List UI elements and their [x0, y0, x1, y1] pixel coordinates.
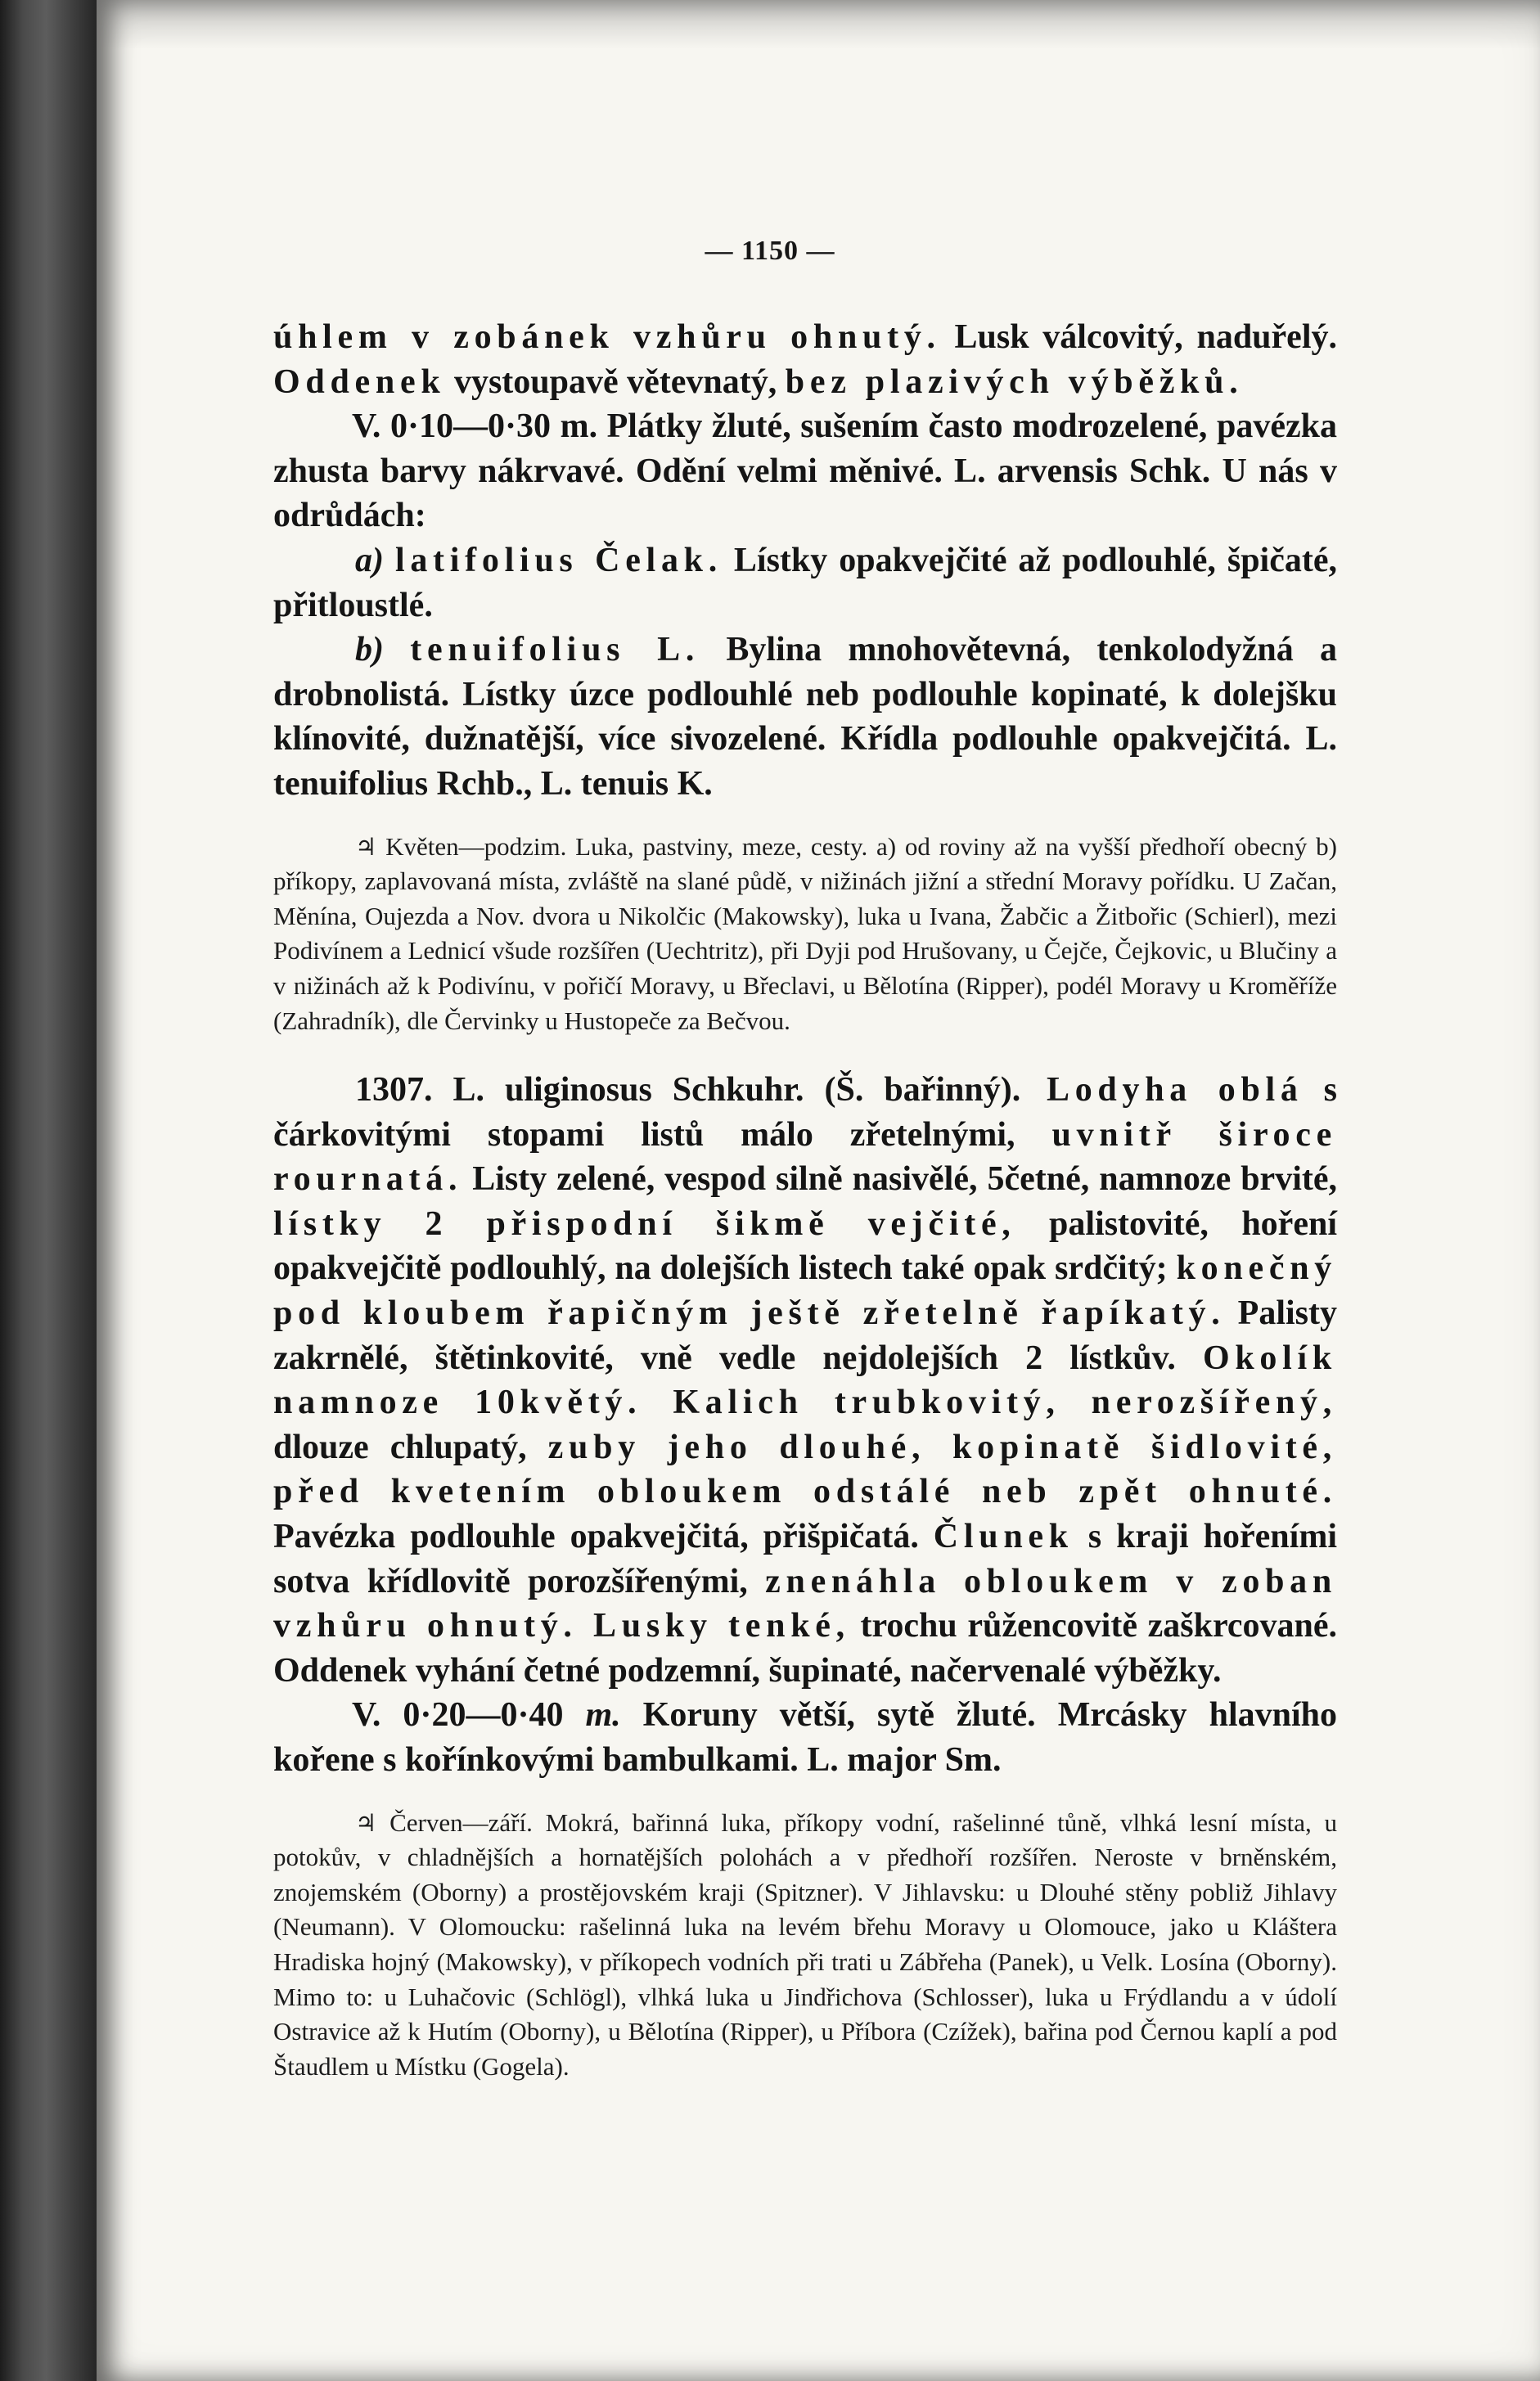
spaced-text: lístky 2 přispodní šikmě vejčité,	[273, 1204, 1016, 1243]
perennial-symbol-icon: ♃	[355, 832, 377, 861]
spaced-text: uvnitř široce rournatá.	[273, 1115, 1337, 1199]
page-number: — 1150 —	[705, 236, 835, 266]
species-name: L. uliginosus Schkuhr.	[432, 1071, 804, 1109]
text-run: Palisty zakrnělé, štětinkovité, vně vedle nejdolejších 2 lístkův.	[273, 1294, 1338, 1377]
spaced-text: Člunek	[933, 1518, 1074, 1556]
distribution-text: Květen—podzim. Luka, pastviny, meze, cesty. a) od roviny až na vyšší předhoří obecný b) příkopy, zaplavovaná místa, zvláště na slané půdě, v nižinách jižní a střední Moravy pořídku. U Začan, Měnína, Oujezda a Nov. dvora u Nikolčic (Makowsky), luka u Ivana, Žabčic a Žitbořic (Schierl), mezi Podivínem a Lednicí všude rozšířen (Uechtritz), při Dyji pod Hrušovany, u Čejče, Čejkovic, u Blučiny a v nižinách až k Podivínu, v pořičí Moravy, u Břeclavi, u Bělotína (Ripper), podél Moravy u Kroměříže (Zahradník), dle Červinky u Hustopeče za Bečvou.	[273, 831, 1337, 1035]
distribution-text: Červen—září. Mokrá, bařinná luka, příkopy vodní, rašelinné tůně, vlhká lesní místa, u potokův, v chladnějších a hornatějších polohách a v předhoří rozšířen. Neroste v brněnském, znojemském (Oborny) a prostějovském kraji (Spitzner). V Jihlavsku: u Dlouhé stěny pobliž Jihlavy (Neumann). V Olomoucku: rašelinná luka na levém břehu Moravy u Olomouce, jako u Kláštera Hradiska hojný (Makowsky), v příkopech vodních při trati u Zábřeha (Panek), u Velk. Losína (Oborny). Mimo to: u Luhačovic (Schlögl), vlhká luka u Jindřichova (Schlosser), luka u Frýdlandu a v údolí Ostravice až k Hutím (Oborny), u Bělotína (Ripper), u Příbora (Czížek), bařina pod Černou kaplí a pod Štaudlem u Místku (Gogela).	[273, 1807, 1337, 2081]
species-entry	[273, 1068, 1337, 1783]
distribution-note-1	[273, 830, 1337, 1039]
text-run: dlouze chlupatý,	[273, 1428, 548, 1466]
species-dimensions	[273, 1693, 1337, 1782]
variety-a	[273, 538, 1337, 628]
perennial-symbol-icon: ♃	[355, 1808, 377, 1837]
scan-edge-shading	[97, 0, 1540, 49]
spaced-text: konečný pod kloubem řapičným ještě zřetelně řapíkatý.	[273, 1249, 1337, 1333]
variety-b	[273, 628, 1337, 806]
species-common-name: (Š. bařinný).	[804, 1071, 1021, 1109]
text-run: Pavézka podlouhle opakvejčitá, přišpičatá.	[273, 1518, 934, 1556]
unit-text: m.	[585, 1696, 621, 1735]
block-continuation	[273, 315, 1337, 807]
spaced-text: úhlem v zobánek vzhůru ohnutý.	[273, 318, 941, 356]
text-run: s kraji hořeními sotva křídlovitě porozšířenými,	[273, 1518, 1337, 1600]
spaced-text: Lodyha oblá	[1020, 1071, 1304, 1109]
text-run: palistovité, hoření opakvejčitě podlouhlý, na dolejších listech také opak srdčitý;	[273, 1204, 1337, 1288]
text-run: Lusk válcovitý, naduřelý.	[940, 318, 1337, 356]
text-run: Koruny větší, sytě žluté. Mrcásky hlavního kořene s kořínkovými bambulkami. L. major Sm.	[273, 1696, 1337, 1779]
variety-label: a)	[355, 541, 384, 579]
species-description	[273, 1068, 1337, 1693]
text-run: s čárkovitými stopami listů málo zřetelnými,	[273, 1071, 1337, 1154]
variety-label: b)	[355, 631, 384, 669]
page-text	[273, 315, 1337, 2084]
paragraph-continuation	[273, 315, 1337, 404]
variety-description: Bylina mnohovětevná, tenkolodyžná a drobnolistá. Lístky úzce podlouhlé neb podlouhle kopinaté, k dolejšku klínovité, dužnatější, více sivozelené. Křídla podlouhle opakvejčitá. L. tenuifolius Rchb., L. tenuis K.	[273, 631, 1337, 803]
spaced-text: znenáhla obloukem v zoban vzhůru ohnutý. Lusky tenké,	[273, 1562, 1337, 1645]
paragraph-dimensions: V. 0·10—0·30 m. Plátky žluté, sušením často modrozelené, pavézka zhusta barvy nákrvavé. Odění velmi měnivé. L. arvensis Schk. U nás v odrůdách:	[273, 407, 1337, 535]
spaced-text: zuby jeho dlouhé, kopinatě šidlovité, před kvetením obloukem odstálé neb zpět ohnuté.	[273, 1428, 1337, 1511]
spaced-text: Okolík namnoze 10květý. Kalich trubkovitý, nerozšířený,	[273, 1339, 1337, 1422]
spaced-text: bez plazivých výběžků.	[785, 362, 1244, 401]
variety-name: latifolius Čelak.	[394, 541, 723, 579]
variety-name: tenuifolius L.	[410, 631, 700, 669]
text-run: trochu růžencovitě zaškrcované. Oddenek vyhání četné podzemní, šupinaté, načervenalé výběžky.	[273, 1607, 1337, 1690]
text-run: V. 0·20—0·40	[352, 1696, 586, 1735]
species-number: 1307.	[355, 1071, 433, 1109]
text-run: vystoupavě větevnatý,	[445, 362, 786, 401]
distribution-note-2	[273, 1806, 1337, 2085]
spaced-text: Oddenek	[273, 362, 446, 401]
text-run: Listy zelené, vespod silně nasivělé, 5četné, namnoze brvité,	[462, 1160, 1337, 1199]
variety-description: Lístky opakvejčité až podlouhlé, špičaté, přitloustlé.	[273, 541, 1337, 624]
